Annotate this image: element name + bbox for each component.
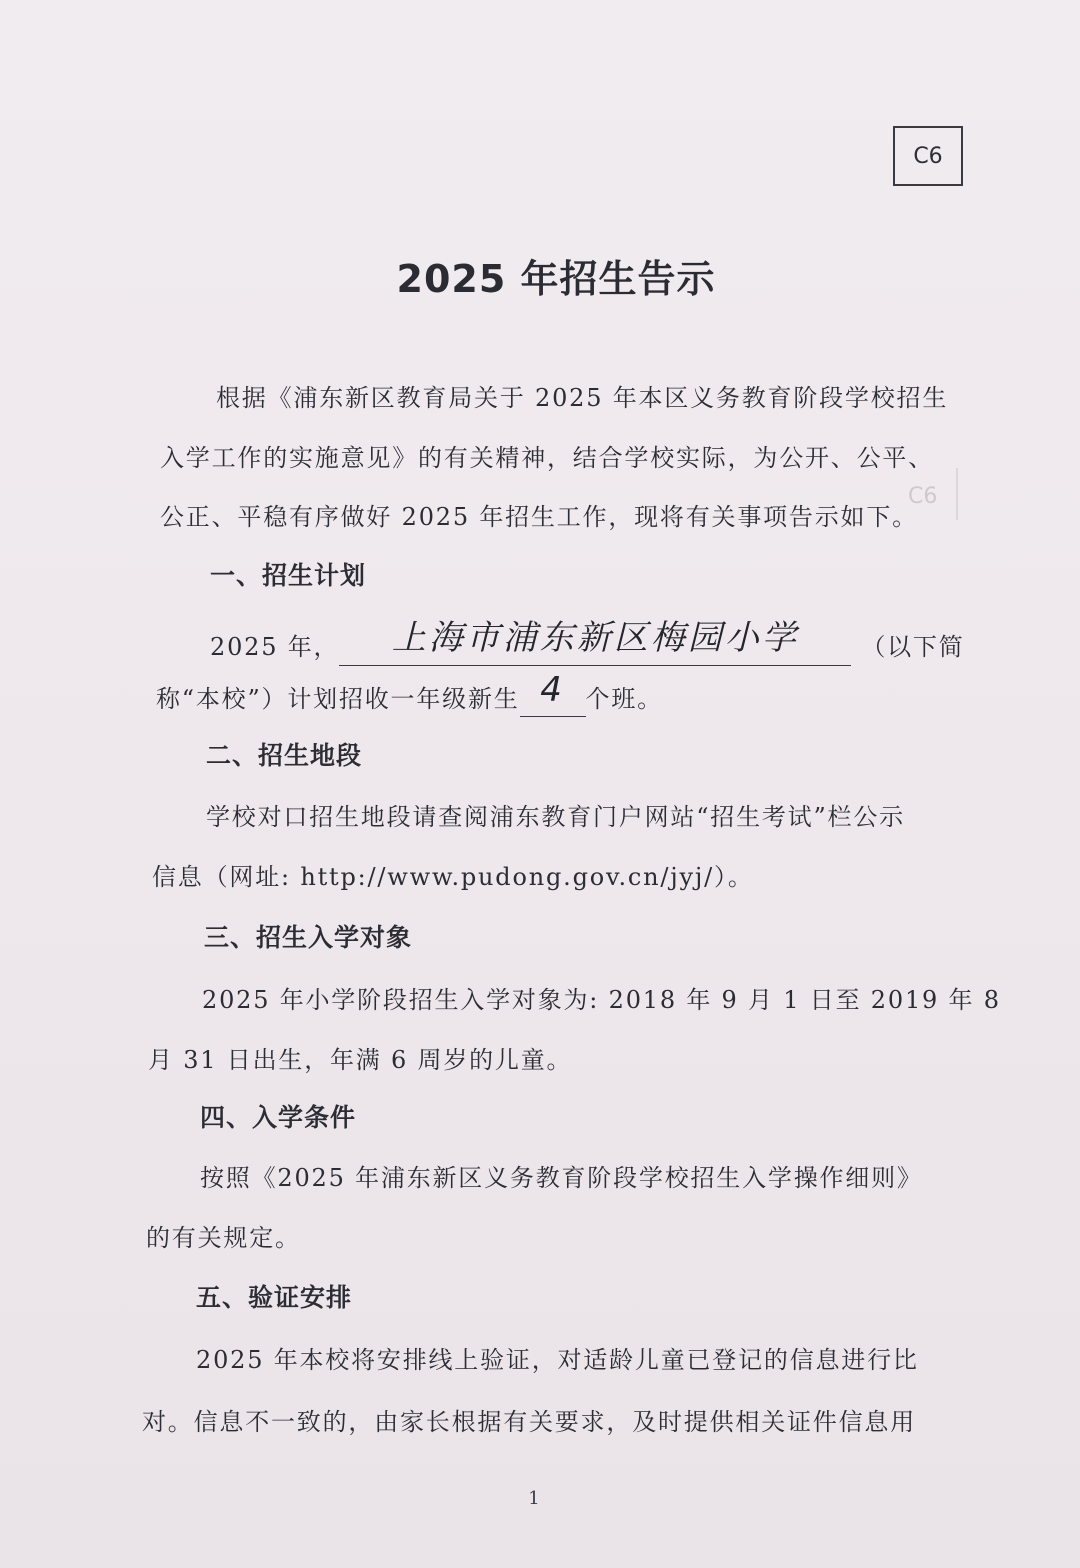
document-code-box [893, 126, 963, 186]
intro-line-1: 根据《浦东新区教育局关于 2025 年本区义务教育阶段学校招生 [216, 384, 949, 412]
intro-line-3: 公正、平稳有序做好 2025 年招生工作，现将有关事项告示如下。 [160, 503, 918, 531]
class-count-blank [520, 670, 586, 717]
plan-year-prefix: 2025 年， [210, 633, 340, 661]
section-heading-eligibility: 三、招生入学对象 [204, 923, 413, 952]
eligibility-line-2: 月 31 日出生，年满 6 周岁的儿童。 [148, 1046, 573, 1074]
conditions-line-1: 按照《2025 年浦东新区义务教育阶段学校招生入学操作细则》 [200, 1164, 923, 1192]
conditions-line-2: 的有关规定。 [146, 1224, 301, 1252]
page-title: 2025 年招生告示 [396, 257, 716, 301]
class-count-handwritten: 4 [540, 670, 565, 710]
district-line-1: 学校对口招生地段请查阅浦东教育门户网站“招生考试”栏公示 [206, 803, 905, 831]
plan-line-1-suffix: （以下简 [861, 633, 965, 661]
verification-line-1: 2025 年本校将安排线上验证，对适龄儿童已登记的信息进行比 [196, 1346, 919, 1374]
section-heading-plan: 一、招生计划 [210, 561, 367, 590]
district-line-2: 信息（网址: http://www.pudong.gov.cn/jyj/）。 [152, 863, 754, 891]
section-heading-conditions: 四、入学条件 [200, 1103, 357, 1132]
intro-line-2: 入学工作的实施意见》的有关精神，结合学校实际，为公开、公平、 [160, 444, 934, 472]
school-name-blank [339, 616, 851, 666]
bleed-through-code: C6 [908, 484, 938, 509]
section-heading-district: 二、招生地段 [206, 741, 363, 770]
plan-line-2-suffix: 个班。 [585, 685, 663, 713]
verification-line-2: 对。信息不一致的，由家长根据有关要求，及时提供相关证件信息用 [142, 1408, 916, 1436]
page-number: 1 [528, 1488, 540, 1509]
school-name-handwritten: 上海市浦东新区梅园小学 [391, 618, 799, 658]
document-code: C6 [913, 143, 943, 169]
plan-line-2-prefix: 称“本校”）计划招收一年级新生 [156, 685, 520, 713]
section-heading-verification: 五、验证安排 [196, 1283, 353, 1312]
plan-line-1 [210, 616, 965, 666]
plan-line-2 [156, 670, 663, 717]
bleed-through-mark [956, 468, 958, 520]
eligibility-line-1: 2025 年小学阶段招生入学对象为: 2018 年 9 月 1 日至 2019 年 8 [202, 986, 1001, 1014]
